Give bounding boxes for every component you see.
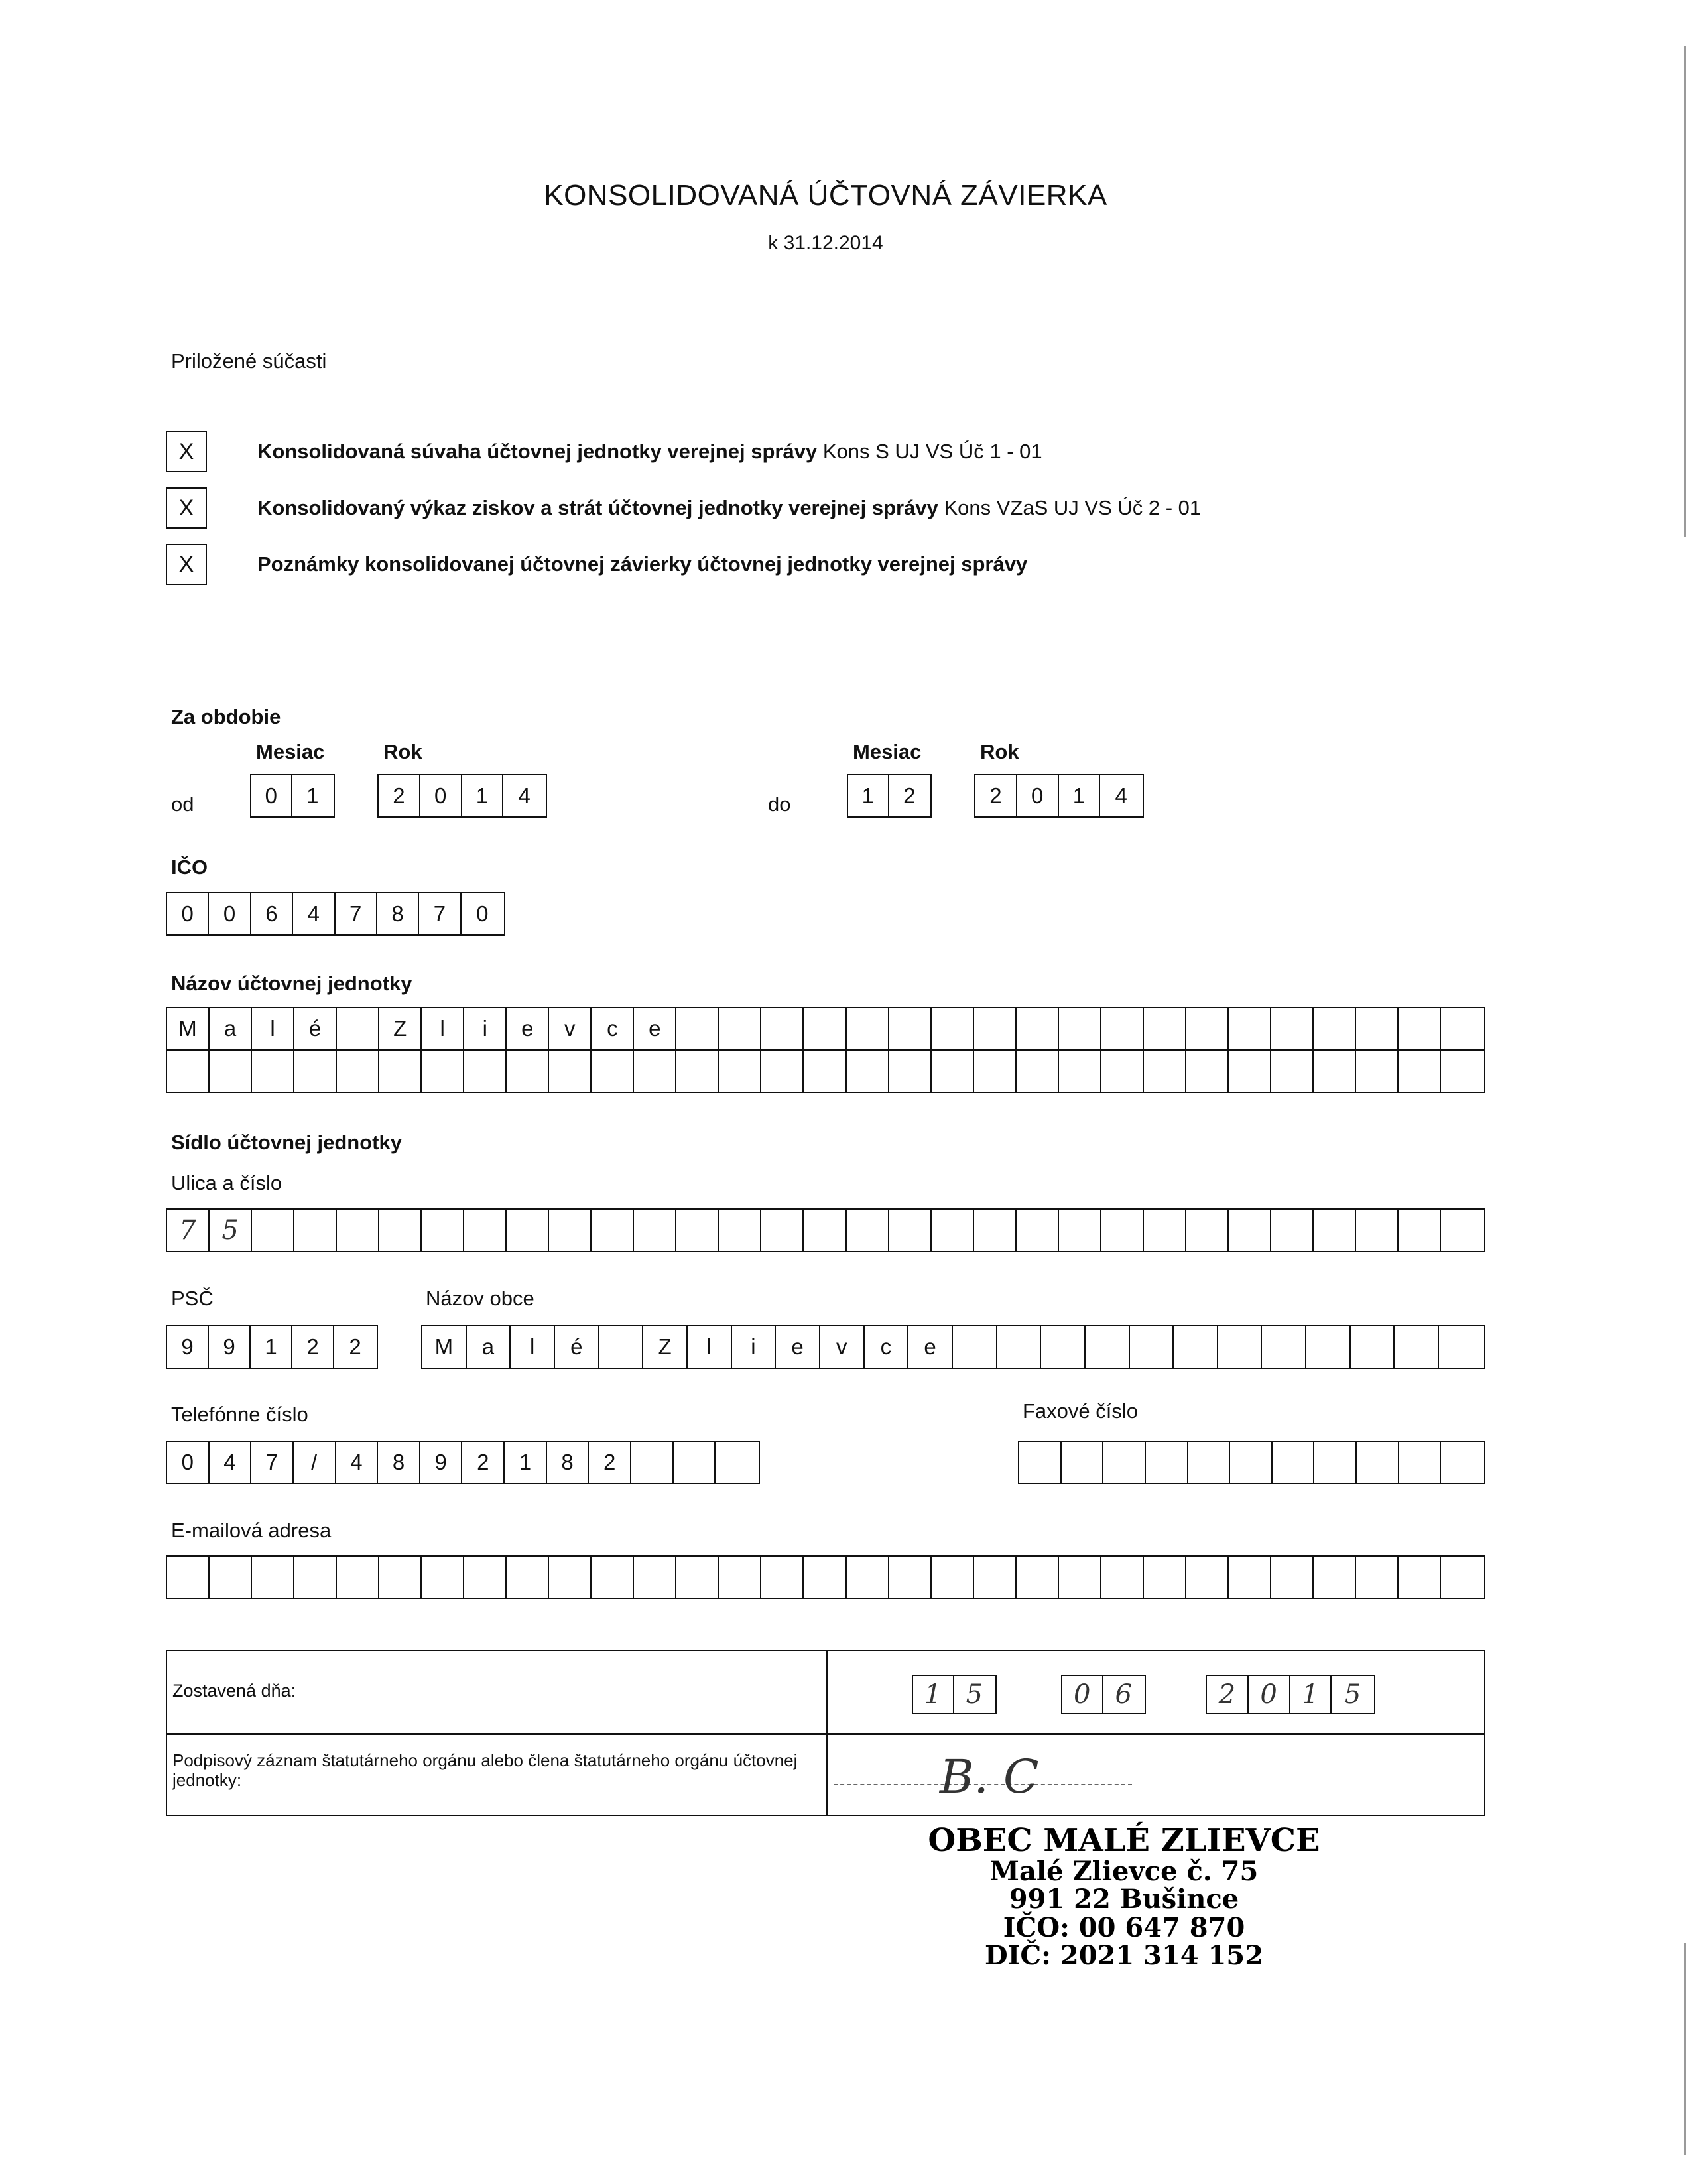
char-box[interactable] [1062, 1442, 1104, 1483]
char-box[interactable]: é [294, 1008, 337, 1049]
attachment-checkbox[interactable]: X [166, 431, 207, 472]
char-box[interactable]: 1 [1290, 1676, 1332, 1713]
char-box[interactable] [422, 1557, 464, 1598]
char-box[interactable]: 8 [378, 1442, 420, 1483]
char-box[interactable] [337, 1051, 379, 1092]
char-box[interactable] [1186, 1210, 1229, 1251]
char-box[interactable] [676, 1008, 719, 1049]
char-box[interactable] [974, 1210, 1017, 1251]
char-box[interactable] [631, 1442, 674, 1483]
ico-label: IČO [171, 856, 208, 879]
attachment-label [257, 440, 1042, 464]
char-box[interactable] [1273, 1442, 1315, 1483]
psc-boxes [166, 1325, 378, 1369]
char-box[interactable] [464, 1051, 507, 1092]
char-box[interactable] [634, 1051, 676, 1092]
char-box[interactable] [1017, 1557, 1059, 1598]
char-box[interactable]: 1 [251, 1326, 292, 1368]
official-stamp [918, 1824, 1330, 1970]
char-box[interactable]: i [732, 1326, 777, 1368]
char-box[interactable]: 4 [210, 1442, 252, 1483]
char-box[interactable]: 7 [419, 893, 461, 934]
signature-label: Podpisový záznam štatutárneho orgánu alebo člena štatutárneho orgánu účtovnej jednotky: [172, 1750, 798, 1790]
char-box[interactable]: 0 [420, 775, 462, 816]
char-box[interactable] [1101, 1557, 1144, 1598]
char-box[interactable] [804, 1008, 846, 1049]
char-box[interactable] [379, 1051, 422, 1092]
email-boxes [166, 1555, 1485, 1599]
char-box[interactable] [674, 1442, 716, 1483]
char-box[interactable]: 1 [306, 783, 319, 808]
char-box[interactable] [719, 1557, 761, 1598]
char-box[interactable]: e [908, 1326, 953, 1368]
char-box[interactable] [507, 1051, 549, 1092]
char-box[interactable] [1144, 1008, 1186, 1049]
char-box[interactable]: l [422, 1008, 464, 1049]
char-box[interactable]: 5 [210, 1210, 252, 1251]
char-box[interactable]: e [634, 1008, 676, 1049]
char-box[interactable] [1356, 1210, 1399, 1251]
char-box[interactable] [1186, 1008, 1229, 1049]
char-box[interactable] [676, 1051, 719, 1092]
street-boxes [166, 1208, 1485, 1252]
char-box[interactable] [1144, 1051, 1186, 1092]
char-box[interactable]: 0 [476, 901, 489, 926]
psc-label: PSČ [171, 1287, 214, 1310]
char-box[interactable] [847, 1557, 889, 1598]
town-boxes [421, 1325, 1485, 1369]
char-box[interactable] [1351, 1326, 1395, 1368]
period-label: Za obdobie [171, 705, 281, 728]
from-year-label: Rok [383, 740, 422, 763]
char-box[interactable] [1086, 1326, 1130, 1368]
char-box[interactable]: a [467, 1326, 511, 1368]
char-box[interactable]: l [511, 1326, 555, 1368]
char-box[interactable] [337, 1557, 379, 1598]
char-box[interactable] [1314, 1008, 1356, 1049]
char-box[interactable] [379, 1210, 422, 1251]
char-box[interactable] [422, 1210, 464, 1251]
char-box[interactable] [592, 1210, 634, 1251]
char-box[interactable] [592, 1557, 634, 1598]
char-box[interactable] [974, 1557, 1017, 1598]
town-label: Názov obce [426, 1287, 534, 1310]
char-box[interactable] [1059, 1557, 1101, 1598]
char-box[interactable] [1439, 1326, 1483, 1368]
char-box[interactable]: 0 [1249, 1676, 1290, 1713]
char-box[interactable] [592, 1051, 634, 1092]
char-box[interactable] [1059, 1051, 1101, 1092]
char-box[interactable] [379, 1557, 422, 1598]
char-box[interactable] [294, 1210, 337, 1251]
char-box[interactable] [1186, 1051, 1229, 1092]
char-box[interactable] [507, 1210, 549, 1251]
char-box[interactable] [1144, 1557, 1186, 1598]
stamp-line-1: OBEC MALÉ ZLIEVCE [928, 1822, 1320, 1859]
char-box[interactable]: 1 [1059, 775, 1101, 816]
char-box[interactable] [1399, 1557, 1441, 1598]
char-box[interactable]: c [865, 1326, 909, 1368]
char-box[interactable] [932, 1557, 974, 1598]
char-box[interactable]: 1 [913, 1676, 954, 1713]
char-box[interactable]: 1 [462, 775, 504, 816]
char-box[interactable] [1314, 1557, 1356, 1598]
char-box[interactable] [1314, 1442, 1357, 1483]
char-box[interactable] [1101, 1051, 1144, 1092]
to-month-boxes [847, 774, 932, 818]
char-box[interactable]: 4 [336, 1442, 379, 1483]
char-box[interactable] [1306, 1326, 1351, 1368]
from-month-label: Mesiac [256, 740, 325, 763]
scan-edge-bottom [1684, 1943, 1686, 2155]
char-box[interactable] [1174, 1326, 1218, 1368]
char-box[interactable]: 7 [336, 893, 377, 934]
attachment-checkbox[interactable]: X [166, 544, 207, 585]
char-box[interactable]: 6 [1115, 1679, 1132, 1710]
char-box[interactable] [507, 1557, 549, 1598]
entity-name-label: Názov účtovnej jednotky [171, 972, 412, 995]
char-box[interactable] [932, 1210, 974, 1251]
char-box[interactable] [1441, 1008, 1483, 1049]
char-box[interactable]: 1 [505, 1442, 547, 1483]
char-box[interactable] [1017, 1210, 1059, 1251]
char-box[interactable] [337, 1210, 379, 1251]
footer-table [166, 1650, 1485, 1816]
char-box[interactable] [1356, 1051, 1399, 1092]
char-box[interactable] [889, 1051, 932, 1092]
from-year-boxes [377, 774, 547, 818]
char-box[interactable] [1356, 1557, 1399, 1598]
char-box[interactable] [1059, 1008, 1101, 1049]
char-box[interactable] [804, 1051, 846, 1092]
from-month-boxes [250, 774, 335, 818]
document-title: KONSOLIDOVANÁ ÚČTOVNÁ ZÁVIERKA [544, 179, 1107, 212]
attachment-code: Kons VZaS UJ VS Úč 2 - 01 [944, 496, 1202, 519]
char-box[interactable]: 1 [848, 775, 889, 816]
char-box[interactable] [932, 1051, 974, 1092]
char-box[interactable] [676, 1557, 719, 1598]
char-box[interactable]: 8 [547, 1442, 590, 1483]
char-box[interactable] [1441, 1442, 1483, 1483]
char-box[interactable]: é [555, 1326, 599, 1368]
char-box[interactable]: 9 [167, 1326, 209, 1368]
char-box[interactable]: 2 [1207, 1676, 1249, 1713]
char-box[interactable]: M [167, 1008, 210, 1049]
char-box[interactable] [953, 1326, 997, 1368]
char-box[interactable] [1059, 1210, 1101, 1251]
char-box[interactable] [294, 1051, 337, 1092]
char-box[interactable] [210, 1557, 252, 1598]
compiled-label: Zostavená dňa: [172, 1681, 296, 1701]
char-box[interactable] [1356, 1008, 1399, 1049]
attachment-label [257, 496, 1201, 520]
char-box[interactable]: 0 [1062, 1676, 1103, 1713]
char-box[interactable] [167, 1051, 210, 1092]
char-box[interactable] [252, 1051, 294, 1092]
char-box[interactable]: 4 [293, 893, 335, 934]
char-box[interactable] [716, 1442, 758, 1483]
char-box[interactable]: 4 [1115, 783, 1127, 808]
char-box[interactable]: 2 [975, 775, 1017, 816]
char-box[interactable] [1188, 1442, 1231, 1483]
char-box[interactable]: M [422, 1326, 467, 1368]
char-box[interactable]: 5 [966, 1679, 983, 1710]
char-box[interactable] [997, 1326, 1042, 1368]
to-year-boxes [974, 774, 1144, 818]
char-box[interactable]: / [294, 1442, 336, 1483]
char-box[interactable] [974, 1051, 1017, 1092]
phone-boxes [166, 1441, 760, 1484]
char-box[interactable] [932, 1008, 974, 1049]
char-box[interactable]: a [210, 1008, 252, 1049]
char-box[interactable]: 2 [379, 775, 420, 816]
char-box[interactable] [1399, 1051, 1441, 1092]
char-box[interactable] [1441, 1210, 1483, 1251]
char-box[interactable]: 2 [462, 1442, 505, 1483]
stamp-line-5: DIČ: 2021 314 152 [984, 1940, 1264, 1972]
char-box[interactable] [1399, 1210, 1441, 1251]
char-box[interactable] [761, 1210, 804, 1251]
char-box[interactable]: e [776, 1326, 820, 1368]
char-box[interactable]: 6 [251, 893, 293, 934]
to-year-label: Rok [980, 740, 1019, 763]
char-box[interactable] [252, 1557, 294, 1598]
char-box[interactable] [337, 1008, 379, 1049]
char-box[interactable] [464, 1210, 507, 1251]
attachment-code: Kons S UJ VS Úč 1 - 01 [822, 440, 1042, 463]
char-box[interactable] [167, 1557, 210, 1598]
char-box[interactable] [1271, 1210, 1314, 1251]
attachment-label [257, 552, 1027, 576]
char-box[interactable] [761, 1051, 804, 1092]
char-box[interactable]: 0 [167, 893, 209, 934]
char-box[interactable]: 9 [420, 1442, 463, 1483]
char-box[interactable] [1399, 1008, 1441, 1049]
char-box[interactable] [974, 1008, 1017, 1049]
char-box[interactable] [761, 1557, 804, 1598]
char-box[interactable]: 0 [167, 1442, 210, 1483]
address-section-label: Sídlo účtovnej jednotky [171, 1131, 402, 1154]
char-box[interactable] [1146, 1442, 1188, 1483]
char-box[interactable]: 7 [251, 1442, 294, 1483]
char-box[interactable] [1271, 1008, 1314, 1049]
char-box[interactable]: 0 [209, 893, 251, 934]
entity-name-row-1 [166, 1007, 1485, 1051]
char-box[interactable] [1041, 1326, 1086, 1368]
char-box[interactable]: v [549, 1008, 592, 1049]
char-box[interactable] [761, 1008, 804, 1049]
char-box[interactable] [1186, 1557, 1229, 1598]
char-box[interactable] [889, 1008, 932, 1049]
char-box[interactable] [804, 1210, 846, 1251]
char-box[interactable] [210, 1051, 252, 1092]
attachment-checkbox[interactable]: X [166, 487, 207, 529]
street-label: Ulica a číslo [171, 1171, 282, 1194]
char-box[interactable]: 9 [209, 1326, 251, 1368]
ico-boxes [166, 892, 505, 936]
char-box[interactable] [1314, 1210, 1356, 1251]
char-box[interactable] [1017, 1051, 1059, 1092]
attachment-title: Konsolidovaný výkaz ziskov a strát účtovnej jednotky verejnej správy [257, 496, 938, 519]
char-box[interactable] [1229, 1008, 1271, 1049]
char-box[interactable] [1357, 1442, 1399, 1483]
char-box[interactable] [549, 1557, 592, 1598]
char-box[interactable]: l [688, 1326, 732, 1368]
fax-label: Faxové číslo [1023, 1399, 1139, 1423]
to-label: do [768, 793, 791, 816]
char-box[interactable] [294, 1557, 337, 1598]
char-box[interactable] [847, 1210, 889, 1251]
char-box[interactable] [1101, 1008, 1144, 1049]
attachments-label: Priložené súčasti [171, 350, 327, 373]
char-box[interactable] [719, 1051, 761, 1092]
char-box[interactable] [422, 1051, 464, 1092]
from-label: od [171, 793, 194, 816]
char-box[interactable] [1262, 1326, 1306, 1368]
char-box[interactable]: i [464, 1008, 507, 1049]
char-box[interactable]: l [252, 1008, 294, 1049]
char-box[interactable]: 2 [903, 783, 916, 808]
char-box[interactable] [1441, 1557, 1483, 1598]
char-box[interactable] [1130, 1326, 1174, 1368]
char-box[interactable] [634, 1210, 676, 1251]
char-box[interactable] [847, 1008, 889, 1049]
char-box[interactable] [1017, 1008, 1059, 1049]
char-box[interactable]: e [507, 1008, 549, 1049]
char-box[interactable] [549, 1051, 592, 1092]
char-box[interactable] [719, 1008, 761, 1049]
char-box[interactable] [599, 1326, 644, 1368]
footer-horizontal-divider [167, 1733, 1484, 1735]
char-box[interactable] [1230, 1442, 1273, 1483]
char-box[interactable] [889, 1210, 932, 1251]
char-box[interactable] [1229, 1051, 1271, 1092]
document-date: k 31.12.2014 [768, 232, 883, 254]
attachment-title: Konsolidovaná súvaha účtovnej jednotky verejnej správy [257, 440, 818, 463]
char-box[interactable]: 8 [377, 893, 419, 934]
char-box[interactable] [1218, 1326, 1263, 1368]
char-box[interactable] [1314, 1051, 1356, 1092]
char-box[interactable] [1229, 1210, 1271, 1251]
char-box[interactable]: 2 [292, 1326, 334, 1368]
char-box[interactable] [464, 1557, 507, 1598]
char-box[interactable] [1399, 1442, 1442, 1483]
char-box[interactable] [1271, 1557, 1314, 1598]
attachment-title: Poznámky konsolidovanej účtovnej závierky účtovnej jednotky verejnej správy [257, 552, 1028, 576]
char-box[interactable] [634, 1557, 676, 1598]
char-box[interactable] [719, 1210, 761, 1251]
email-label: E-mailová adresa [171, 1519, 332, 1542]
char-box[interactable]: 0 [251, 775, 292, 816]
char-box[interactable] [252, 1210, 294, 1251]
char-box[interactable]: 7 [167, 1210, 210, 1251]
char-box[interactable] [1229, 1557, 1271, 1598]
char-box[interactable] [676, 1210, 719, 1251]
char-box[interactable] [1441, 1051, 1483, 1092]
char-box[interactable] [1271, 1051, 1314, 1092]
char-box[interactable] [889, 1557, 932, 1598]
signature: B. C [940, 1750, 1039, 1804]
fax-boxes [1018, 1441, 1485, 1484]
char-box[interactable]: 0 [1017, 775, 1059, 816]
stamp-line-4: IČO: 00 647 870 [1003, 1911, 1245, 1943]
char-box[interactable]: Z [643, 1326, 688, 1368]
char-box[interactable]: 5 [1344, 1679, 1361, 1710]
char-box[interactable]: v [820, 1326, 865, 1368]
char-box[interactable] [1103, 1442, 1146, 1483]
char-box[interactable] [847, 1051, 889, 1092]
char-box[interactable] [1101, 1210, 1144, 1251]
phone-label: Telefónne číslo [171, 1403, 308, 1426]
char-box[interactable] [1395, 1326, 1439, 1368]
char-box[interactable] [1144, 1210, 1186, 1251]
char-box[interactable]: 2 [349, 1334, 361, 1359]
char-box[interactable] [804, 1557, 846, 1598]
entity-name-row-2 [166, 1049, 1485, 1093]
char-box[interactable]: c [592, 1008, 634, 1049]
stamp-line-3: 991 22 Bušince [1009, 1884, 1239, 1915]
stamp-line-2: Malé Zlievce č. 75 [989, 1855, 1259, 1887]
char-box[interactable] [1019, 1442, 1062, 1483]
scan-edge-top [1684, 46, 1686, 537]
char-box[interactable]: 2 [589, 1442, 631, 1483]
char-box[interactable]: Z [379, 1008, 422, 1049]
char-box[interactable]: 4 [518, 783, 531, 808]
char-box[interactable] [549, 1210, 592, 1251]
to-month-label: Mesiac [853, 740, 922, 763]
